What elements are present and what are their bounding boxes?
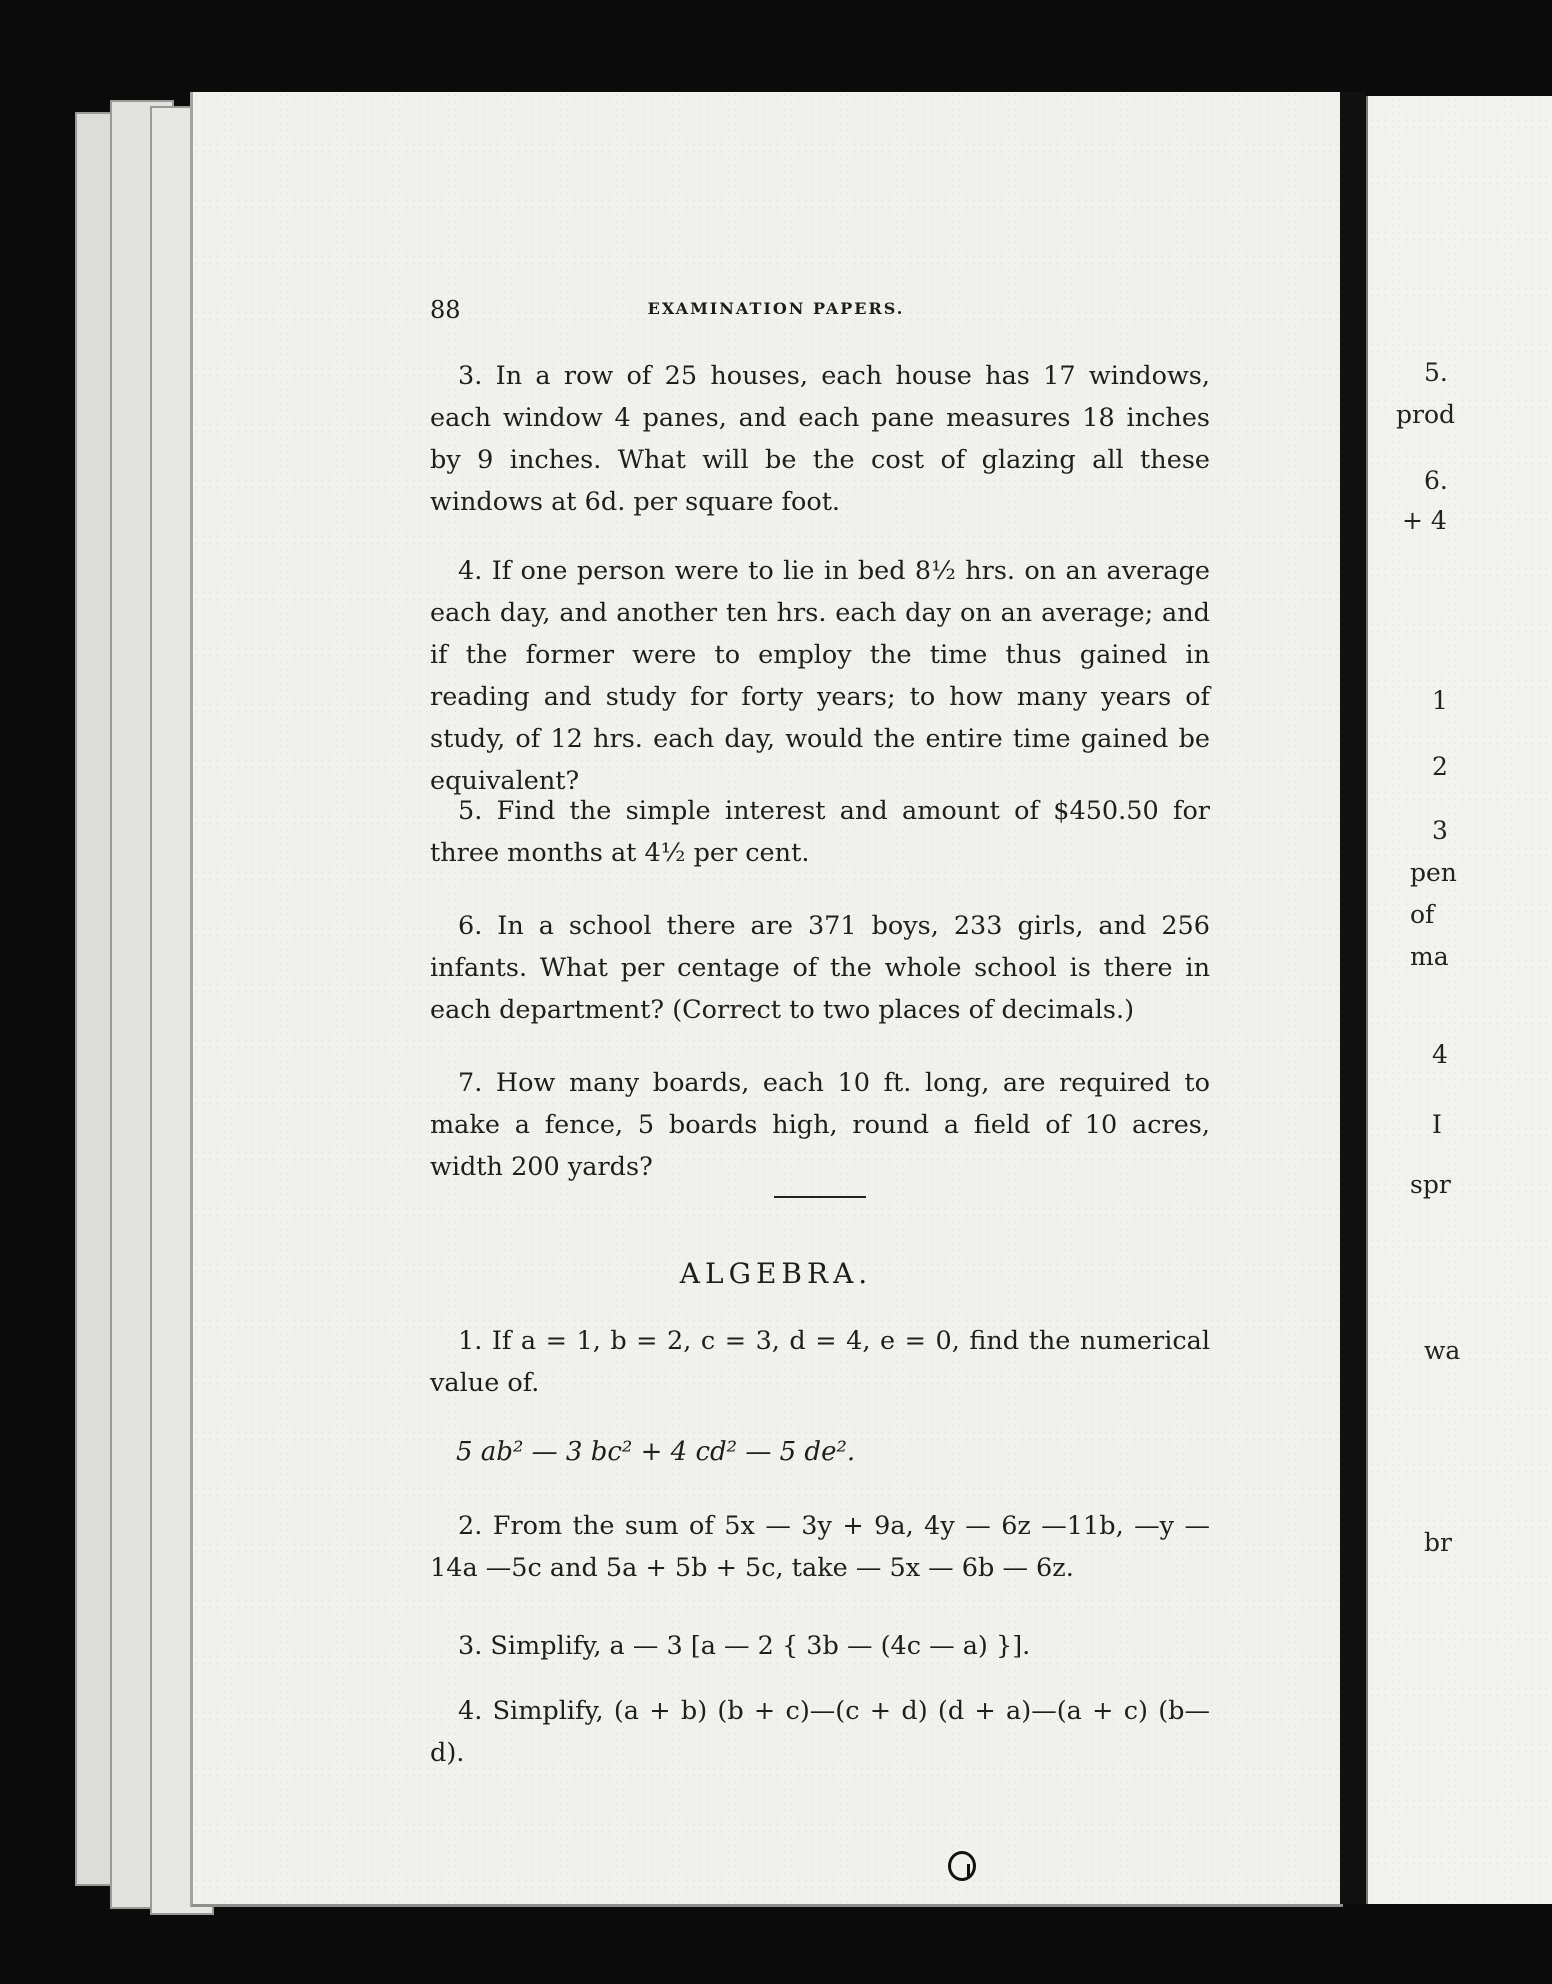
question-5: 5. Find the simple interest and amount of $450.50 for three months at 4½ per cent. [430, 796, 1210, 868]
algebra-title: ALGEBRA. [679, 1257, 873, 1290]
facing-fragment: of [1410, 900, 1435, 929]
facing-fragment: 4 [1432, 1040, 1448, 1069]
page-number: 88 [430, 296, 461, 324]
section-divider [774, 1196, 866, 1198]
algebra-question-4: 4. Simplify, (a + b) (b + c)—(c + d) (d + a)—(a + c) (b—d). [430, 1696, 1210, 1768]
facing-fragment: 2 [1432, 752, 1448, 781]
facing-fragment: 3 [1432, 816, 1448, 845]
facing-page [1366, 96, 1552, 1904]
question-3: 3. In a row of 25 houses, each house has 17 windows, each window 4 panes, and each pane measures 18 inches by 9 inches. What will be the cost of glazing all these windows at 6d. per square foot. [430, 361, 1210, 517]
facing-fragment: 6. [1424, 466, 1448, 495]
facing-fragment: I [1432, 1110, 1442, 1139]
algebra-formula: 5 ab² — 3 bc² + 4 cd² — 5 de². [456, 1437, 856, 1467]
algebra-question-2: 2. From the sum of 5x — 3y + 9a, 4y — 6z —11b, —y — 14a —5c and 5a + 5b + 5c, take — 5x — 6b — 6z. [430, 1511, 1210, 1583]
facing-fragment: 1 [1432, 686, 1448, 715]
facing-fragment: wa [1424, 1336, 1461, 1365]
facing-fragment: spr [1410, 1170, 1451, 1199]
question-6: 6. In a school there are 371 boys, 233 girls, and 256 infants. What per centage of the whole school is there in each department? (Correct to two places of decimals.) [430, 911, 1210, 1025]
running-head: EXAMINATION PAPERS. [647, 299, 905, 318]
book-gutter [1340, 92, 1366, 1904]
algebra-question-1: 1. If a = 1, b = 2, c = 3, d = 4, e = 0, find the numerical value of. [430, 1326, 1210, 1398]
facing-fragment: 5. [1424, 358, 1448, 387]
facing-fragment: br [1424, 1528, 1452, 1557]
facing-fragment: prod [1396, 400, 1456, 429]
facing-fragment: + 4 [1402, 506, 1447, 535]
question-4: 4. If one person were to lie in bed 8½ hrs. on an average each day, and another ten hrs. each day on an average; and if the former were to employ the time thus gained in reading and study for forty years; to how many years of study, of 12 hrs. each day, would the entire time gained be equivalent? [430, 556, 1210, 796]
facing-fragment: ma [1410, 942, 1449, 971]
question-7: 7. How many boards, each 10 ft. long, are required to make a fence, 5 boards high, round a field of 10 acres, width 200 yards? [430, 1068, 1210, 1182]
handwritten-mark [948, 1851, 976, 1881]
facing-fragment: pen [1410, 858, 1457, 887]
algebra-question-3: 3. Simplify, a — 3 [a — 2 { 3b — (4c — a) }]. [458, 1631, 1031, 1661]
